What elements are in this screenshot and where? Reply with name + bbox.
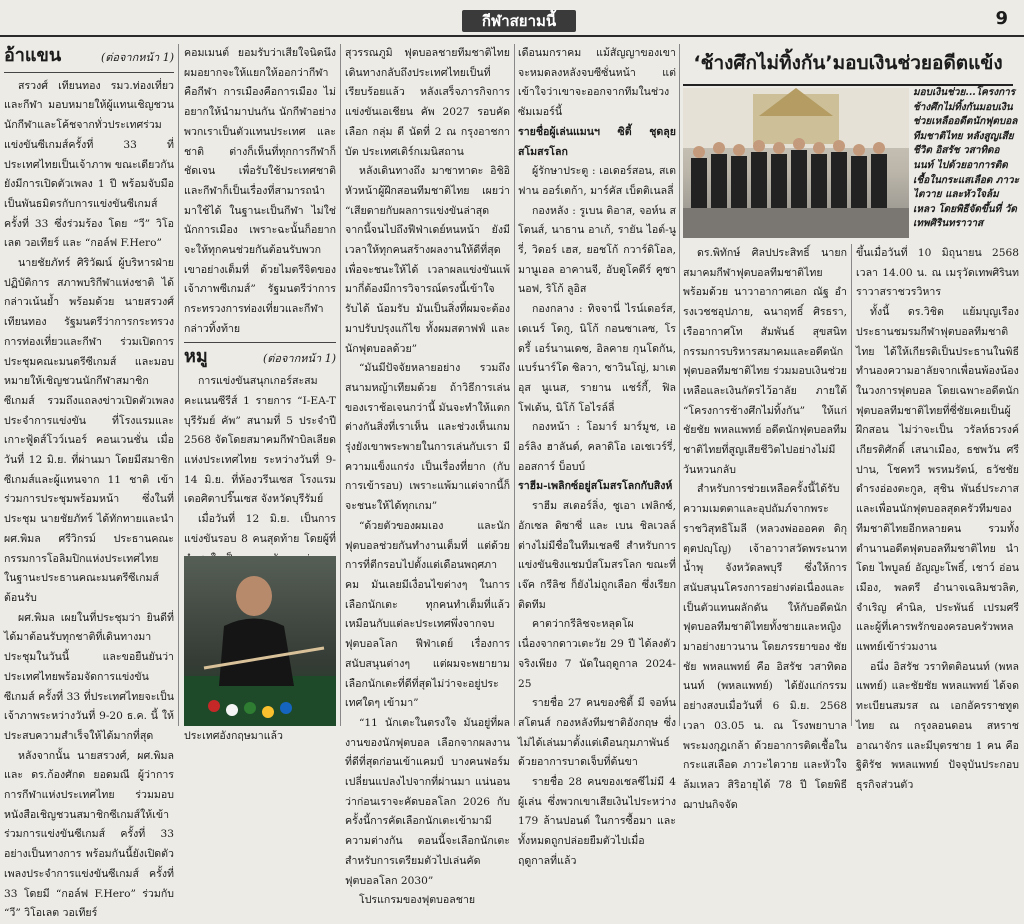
paragraph: สำหรับการช่วยเหลือครั้งนี้ได้รับความเมตตาและอุปถัมภ์จากพระราชวิสุทธิโมลี (หลวงพ่อออคต ดิกุตฺตปญฺโญ) เจ้าอาวาสวัดพระนาทน้ำพุ จังหวัดลพบุรี ซึ่งให้การสนับสนุนโครงการอย่างต่อเนื่องและเป็นตัวแทนผลักดัน ให้กับอดีตนักฟุตบอลทีมชาติไทยทั้งชายและหญิงมาอย่างยาวนาน โดยภรรยาของ ชัยชัย พหลแพทย์ คือ อิสรัช วสาทิดอนนท์ (พหลแพทย์) ได้ยังแก่กรรมอย่างสงบเมื่อวันที่ 6 มิ.ย. 2568 เวลา 03.05 น. ณ โรงพยาบาลพระมงกุฎเกล้า ด้วยอาการติดเชื้อในกระแสเลือด ภาวะไตวาย และหัวใจล้มเหลว สิริอายุได้ 78 ปี โดยพิธีฌาปนกิจจัด <box>683 483 847 811</box>
column-divider <box>340 44 341 726</box>
divider <box>4 72 174 73</box>
column-2 <box>184 44 336 742</box>
paragraph: โปรแกรมของฟุตบอลชาย <box>359 894 476 907</box>
paragraph: ขึ้นเมื่อวันที่ 10 มิถุนายน 2568 เวลา 14.00 น. ณ เมรุวัดเทพศิรินทราวาสราชวรวิหาร <box>856 247 1019 299</box>
paragraph: สรวงศ์ เทียนทอง รมว.ท่องเที่ยวและกีฬา มอบหมายให้ผู้แทนเชิญชวนนักกีฬาและโค้ชจากทั่วประเทศร่วมแข่งขันซีเกมส์ครั้งที่ 33 ที่ประเทศไทยเป็นเจ้าภาพ ขณะเดียวกันยังมีการเปิดตัวเพลง 1 ปี พร้อมจับมือเป็นพันธมิตรกับการแข่งขันซีเกมส์ ครั้งที่ 33 ซึ่งร่วมร้อง โดย “วี” วิโอเลต วอเทียร์ และ “กอล์ฟ F.Hero” <box>4 79 174 250</box>
section-heading-1 <box>4 46 174 68</box>
header-rule <box>0 35 1024 37</box>
paragraph: ราฮีม สเตอร์ลิ่ง, ชูเอา เฟลิกซ์, อักเซล ดิซาซี่ และ เบน ชิลเวลล์ ต่างไม่มีชื่อในทีมเชลซี สำหรับการแข่งขันชิงแชมป์สโมสรโลก ขณะที่ เจ๊ค กรีลิช ก็ยังไม่ถูกเลือก ซึ่งเรียกติดทีม <box>518 500 676 611</box>
section-title-aaen: อ้าแขน <box>4 45 62 66</box>
squad-heading: รายชื่อผู้เล่นแมนฯ ซิตี้ ชุดลุยสโมสรโลก <box>518 125 676 158</box>
continued-note: (ต่อจากหน้า 1) <box>100 51 174 64</box>
paragraph: กองหน้า : โอมาร์ มาร์มูช, เออร์ลิง ฮาลันด์, คลาดิโอ เอเชเวร์รี่, ออสการ์ บ็อบบ์ <box>518 421 676 473</box>
paragraph: รายชื่อ 27 คนของซิตี้ มี จอห์น สโตนส์ กองหลังทีมชาติอังกฤษ ซึ่งไม่ได้เล่นมาตั้งแต่เดือนกุมภาพันธ์ด้วยอาการบาดเจ็บที่ต้นขา <box>518 697 676 769</box>
paragraph: คาตว่ากรีลิชจะหลุดโผ เนื่องจากดาวเตะวัย 29 ปี ได้ลงตัวจริงเพียง 7 นัดในฤดูกาล 2024-25 <box>518 618 676 690</box>
paragraph: อนึ่ง อิสรัช วราทิตติอนนท์ (พหลแพทย์) และชัยชัย พหลแพทย์ ได้จดทะเบียนสมรส ณ เอกอัครราชทูตไทย ณ กรุงลอนดอน สหราชอาณาจักร และมีบุตรชาย 1 คน คือ ฐิติรัช พหลแพทย์ ปัจจุบันประกอบธุรกิจส่วนตัว <box>856 660 1019 791</box>
right-column-a <box>683 244 847 811</box>
continued-note: (ต่อจากหน้า 1) <box>262 351 336 365</box>
billiard-photo-illustration <box>184 556 336 726</box>
paragraph: “ด้วยตัวของผมเอง และนักฟุตบอลช่วยกันทำงานเต็มที่ แต่ด้วยการที่ตีกรอบไปตั้งแต่เดือนพฤศภาคม มันเลยมีเงื่อนไขต่างๆ ในการเลือกนักเตะ ทุกคนทำเต็มที่แล้ว เหมือนกับแต่ละประเทศพึ่งจากจบฟุตบอลโลก ฟีฟ่าเดย์ เรื่องการสนับสนุนต่างๆ แต่ผมจะพยายามเลือกนักเตะที่ดีที่สุดไม่ว่าจะอยู่ประเทศใดๆ เข้ามา” <box>345 519 510 710</box>
headline-box <box>683 46 1013 86</box>
paragraph: หลังเดินทางถึง มาซาทาดะ อิชิอิ หัวหน้าผู้ฝึกสอนทีมชาติไทย เผยว่า “เสียดายกับผลการแข่งขันล่าสุด จากนี้จนไปถึงฟีฟ่าเดย์หนหน้า ยังมีเวลาให้ทุกคนสร้างผลงานให้ดีที่สุดเพื่อจะชนะให้ได้ เวลาผลแข่งขันแพ้มากี่ต้องมีการวิจารณ์ตรงนี้เข้าใจ รับได้ น้อมรับ มันเป็นสิ่งที่ผมจะต้องมาปรับปรุงแก้ไข ทั้งผมสตาฟฟ์ และนักฟุตบอลด้วย” <box>345 165 510 355</box>
page-number: 9 <box>995 8 1008 29</box>
group-photo <box>683 88 909 238</box>
paragraph: เดือนมกราคม แม้สัญญาของเขาจะหมดลงหลังจบซีซั่นหน้า แต่เข้าใจว่าเขาจะออกจากทีมในช่วงซัมเมอร์นี้ <box>518 47 676 119</box>
paragraph: สุวรรณภูมิ ฟุตบอลชายทีมชาติไทยเดินทางกลับถึงประเทศไทยเป็นที่เรียบร้อยแล้ว หลังเสร็จภารกิจการแข่งขันเอเชียน คัพ 2027 รอบคัดเลือก กลุ่ม ดี นัดที่ 2 ณ กรุงอาชกาบัต ประเทศเติร์กเมนิสถาน <box>345 47 510 158</box>
paragraph: กองหลัง : รูเบน ดิอาส, จอห์น สโตนส์, นาธาน อาเก้, รายัน ไอต์-นูรี่, วิดอร์ เฮส, ยอชโก้ กวาร์ดิโอล, มานูเอล อาคานจี, อับดูโคดีร์ คูซานอฟ, ริโก้ ลูอิส <box>518 204 676 296</box>
section-banner: กีฬาสยามนี้ <box>462 10 576 32</box>
story-headline: ‘ช้างศึกไม่ทิ้งกัน’มอบเงินช่วยอดีตแข้ง <box>693 52 1003 74</box>
page-header <box>0 0 1024 40</box>
paragraph: ผู้รักษาประตู : เอเดอร์สอน, สเตฟาน ออร์เตก้า, มาร์คัส เบ็ตติเนลลี่ <box>518 165 676 197</box>
paragraph: ผศ.พิมล เผยในที่ประชุมว่า ยินดีที่ได้มาต้อนรับทุกชาติที่เดินทางมาประชุมในวันนี้ และขอยืนยันว่าประเทศไทยพร้อมจัดการแข่งขันซีเกมส์ ครั้งที่ 33 ที่ประเทศไทยจะเป็นเจ้าภาพระหว่างวันที่ 9-20 ธ.ค. นี้ ให้ประสบความสำเร็จให้ได้มากที่สุด <box>4 611 174 742</box>
photo-caption: มอบเงินช่วย...โครงการช้างศึกไม่ทิ้งกันมอบเงินช่วยเหลืออดีตนักฟุตบอลทีมชาติไทย หลังสูญเสียชีวิต อิสรัช วสาทิดอนนท์ ไปด้วยอาการติดเชื้อในกระแสเลือด ภาวะไตวาย และหัวใจล้มเหลว โดยพิธีจัดขึ้นที่ วัดเทพศิรินทราวาส <box>913 87 1019 230</box>
column-divider <box>514 44 515 726</box>
paragraph: ทั้งนี้ ดร.วิชิต แย้มบุญเรือง ประธานชมรมกีฬาฟุตบอลทีมชาติไทย ได้ให้เกียรติเป็นประธานในพิธีทำนองความอาลัยจากเพื่อนพ้องน้องในวงการฟุตบอล โดยเฉพาะอดีตนักฟุตบอลทีมชาติไทยที่ซี่ชัยเคยเป็นผู้ฝึกสอน ไม่ว่าจะเป็น วรัลห์ธวรงค์ เกียรติศักดิ์ เสนาเมือง, ธชพวัน ศรีปาน, โชคทวี พรหมรัตน์, ธวัชชัย ดำรงอ่องตะกูล, สุชิน พันธ์ประภาส และเพื่อนนักฟุตบอลสุดครัวทีมของทีมชาติไทยอีกหลายคน รวมทั้งตำนานอดีตฟุตบอลทีมชาติไทย นำโดย ไพบูลย์ อัญญะโพธิ์, เชาว์ อ่อนเมือง, พลตรี อำนาจเฉลิมชวลิต, จำเริญ คำนิล, ประพันธ์ เปรมศรี และผู้ที่เคารพรักของครอบครัวพหลแพทย์เข้าร่วมงาน <box>856 306 1019 654</box>
billiard-player-photo <box>184 556 336 726</box>
paragraph: รายชื่อ 28 คนของเชลซีไม่มี 4 ผู้เล่น ซึ่งพวกเขาเสียเงินไประหว่าง 179 ล้านปอนด์ ในการซื้อมา และทั้งหมดถูกปล่อยยืมตัวไปเมื่อฤดูกาลที่แล้ว <box>518 776 676 867</box>
group-photo-illustration <box>683 88 909 238</box>
right-column-b <box>856 244 1019 791</box>
paragraph: คอมเมนต์ ยอมรับว่าเสียใจนิดนึง ผมอยากจะให้แยกให้ออกว่ากีฬาคือกีฬา การเมืองคือการเมือง ไม่อยากให้นำมาปนกัน นักกีฬาอย่างพวกเราเป็นตัวแทนประเทศ และชาติ ต่างก็เห็นที่ทุกการกีฬาก็ชัดเจน เพื่อรับใช้ประเทศชาติ และกีฬาก็เป็นเรื่องที่สามารถนำมาใช้ได้ ในฐานะเป็นกีฬา ไม่ใช่นักการเมือง เพราะฉะนั้นก็อยากจะให้ทุกคนช่วยกันต้อนรับพวกเขาอย่างเต็มที่ ด้วยไมตรีจิตของเจ้าภาพซีเกมส์” รัฐมนตรีว่าการกระทรวงการท่องเที่ยวและกีฬา กล่าวทิ้งท้าย <box>184 47 336 335</box>
paragraph: “11 นักเตะในตรงใจ มันอยู่ที่ผลงานของนักฟุตบอล เลือกจากผลงานที่ดีที่สุดก่อนเข้าแคมป์ บางคนฟอร์มเปลี่ยนแปลงไปจากที่ผ่านมา แน่นอนว่าก่อนเราจะคัดบอลโลก 2026 กับครั้งนี้การคัดเลือกนักเตะเข้ามามีความต่างกัน ตอนนี้จะเลือกนักเตะสำหรับการเตรียมตัวไปเล่นคัดฟุตบอลโลก 2030” <box>345 716 510 887</box>
divider <box>184 342 336 343</box>
paragraph: กองกลาง : ทิจจานี่ ไรน์เดอร์ส, เดเนร์ โดกู, นิโก้ กอนซาเลซ, โรดรี้ เอร์นานเดซ, อิลคาย กุนโดกัน, แบร์นาร์โด ซิลวา, ซาวินโญ่, มาเตอุส นูเนส, รายาน แชร์กี้, ฟิล โฟเด้น, นิโก้ โอไรล์ลี่ <box>518 303 676 414</box>
paragraph: “มันมีปัจจัยหลายอย่าง รวมถึงสนามหญ้าเทียมด้วย ถ้าวิธีการเล่นของเราช้อเจนกว่านี้ มันจะทำให้แตกต่างกันสิ่งที่เราเห็น และช่วงเห็นเกมรุ่งยังเขาพระพายในการเล่นกับเรา มีความแข็งแกร่ง เป็นเรื่องที่ยาก (กับการเข้ารอบ) เพราะแพ้มาแต่จากนี้ก็จะชนะให้ได้ทุกเกม” <box>345 362 510 513</box>
column-divider <box>178 44 179 726</box>
column-1 <box>4 44 174 920</box>
column-divider <box>851 244 852 726</box>
column-4 <box>518 44 676 867</box>
paragraph: เมื่อวันที่ 12 มิ.ย. เป็นการแข่งขันรอบ 8 คนสุดท้าย โดยผู้ที่ ประเทศอังกฤษมาแล้ว <box>184 513 336 742</box>
section-heading-2 <box>184 347 336 369</box>
paragraph: หลังจากนั้น นายสรวงศ์, ผศ.พิมล และ ดร.ก้องศักด ยอดมณี ผู้ว่าการการกีฬาแห่งประเทศไทย ร่วมมอบหนังสือเชิญชวนสมาชิกซีเกมส์ให้เข้าร่วมการแข่งขันซีเกมส์ ครั้งที่ 33 อย่างเป็นทางการ พร้อมกันนี้ยังเปิดตัวเพลงประจำการแข่งขันซีเกมส์ ครั้งที่ 33 โดยมี “กอล์ฟ F.Hero” ร่วมกับ “วี” วิโอเลต วอเทียร์ <box>4 749 174 920</box>
paragraph: การแข่งขันสนุกเกอร์สะสมคะแนนซีรีส์ 1 รายการ “I-EA-T บุรีรัมย์ คัพ” สนามที่ 5 ประจำปี 2568 จัดโดยสมาคมกีฬาบิลเลียดแห่งประเทศไทย ระหว่างวันที่ 9-14 มิ.ย. ที่ห้องวรีนเซส โรงแรมเดอศิตาปริ๊นเซส จังหวัดบุรีรัมย์ <box>184 375 336 506</box>
column-3 <box>345 44 510 907</box>
subheading: ราฮีม-เพลิกซ์อยู่สโมสรโลกกับสิงห์ <box>518 480 673 493</box>
section-title-moo: หมู <box>184 345 208 367</box>
column-divider <box>679 44 680 726</box>
paragraph: นายชัยภัทร์ ศิริวัฒน์ ผู้บริหารฝ่ายปฏิบัติการ สภาพบริกีฬาแห่งชาติ ได้กล่าวเน้นย้ำ พร้อมด้วย นายสรวงศ์ เทียนทอง รัฐมนตรีว่าการกระทรวงการท่องเที่ยวและกีฬา ร่วมเปิดการประชุมคณะมนตรีซีเกมส์ และมอบหมายให้เชิญชวนนักกีฬาสมาชิกซีเกมส์ รวมถึงแถลงข่าวเปิดตัวเพลงประจำการแข่งขัน ที่โรงแรมและ เกาะฟู้ดส์โวว์เนอร์ คอนเวนชั่น เมื่อวันที่ 12 มิ.ย. ที่ผ่านมา โดยมีสมาชิกซีเกมส์และผู้แทนจาก 11 ชาติ เข้าร่วมการประชุมพร้อมหน้า ซึ่งในที่ประชุม นายชัยภัทร์ ได้ทักทายและนำ ผศ.พิมล ศรีวิกรม์ ประธานคณะกรรมการโอลิมปิกแห่งประเทศไทย ในฐานะประธานคณะมนตรีซีเกมส์ ต้อนรับ <box>4 257 174 604</box>
paragraph: ดร.พิทักษ์ ศิลปประสิทธิ์ นายกสมาคมกีฬาฟุตบอลทีมชาติไทย พร้อมด้วย นาวาอากาศเอก ณัฐ อำรงเวชชอุปภาย, ฉนาฤทธิ์ ศิรธรา, เรืออากาศโท สัมพันธ์ สุขสนิท กรรมการบริหารสมาคมและอดีตนักฟุตบอลทีมชาติไทย ร่วมมอบเงินช่วยเหลือและเงินกัตรไว้อาลัย ภายใต้ “โครงการช้างศึกไม่ทิ้งกัน” ให้แก่ ชัยชัย พหลแพทย์ อดีตนักฟุตบอลทีมชาติไทยที่สูญเสียชีวิตไปอย่างไม่มีวันหวนกลับ <box>683 247 847 476</box>
